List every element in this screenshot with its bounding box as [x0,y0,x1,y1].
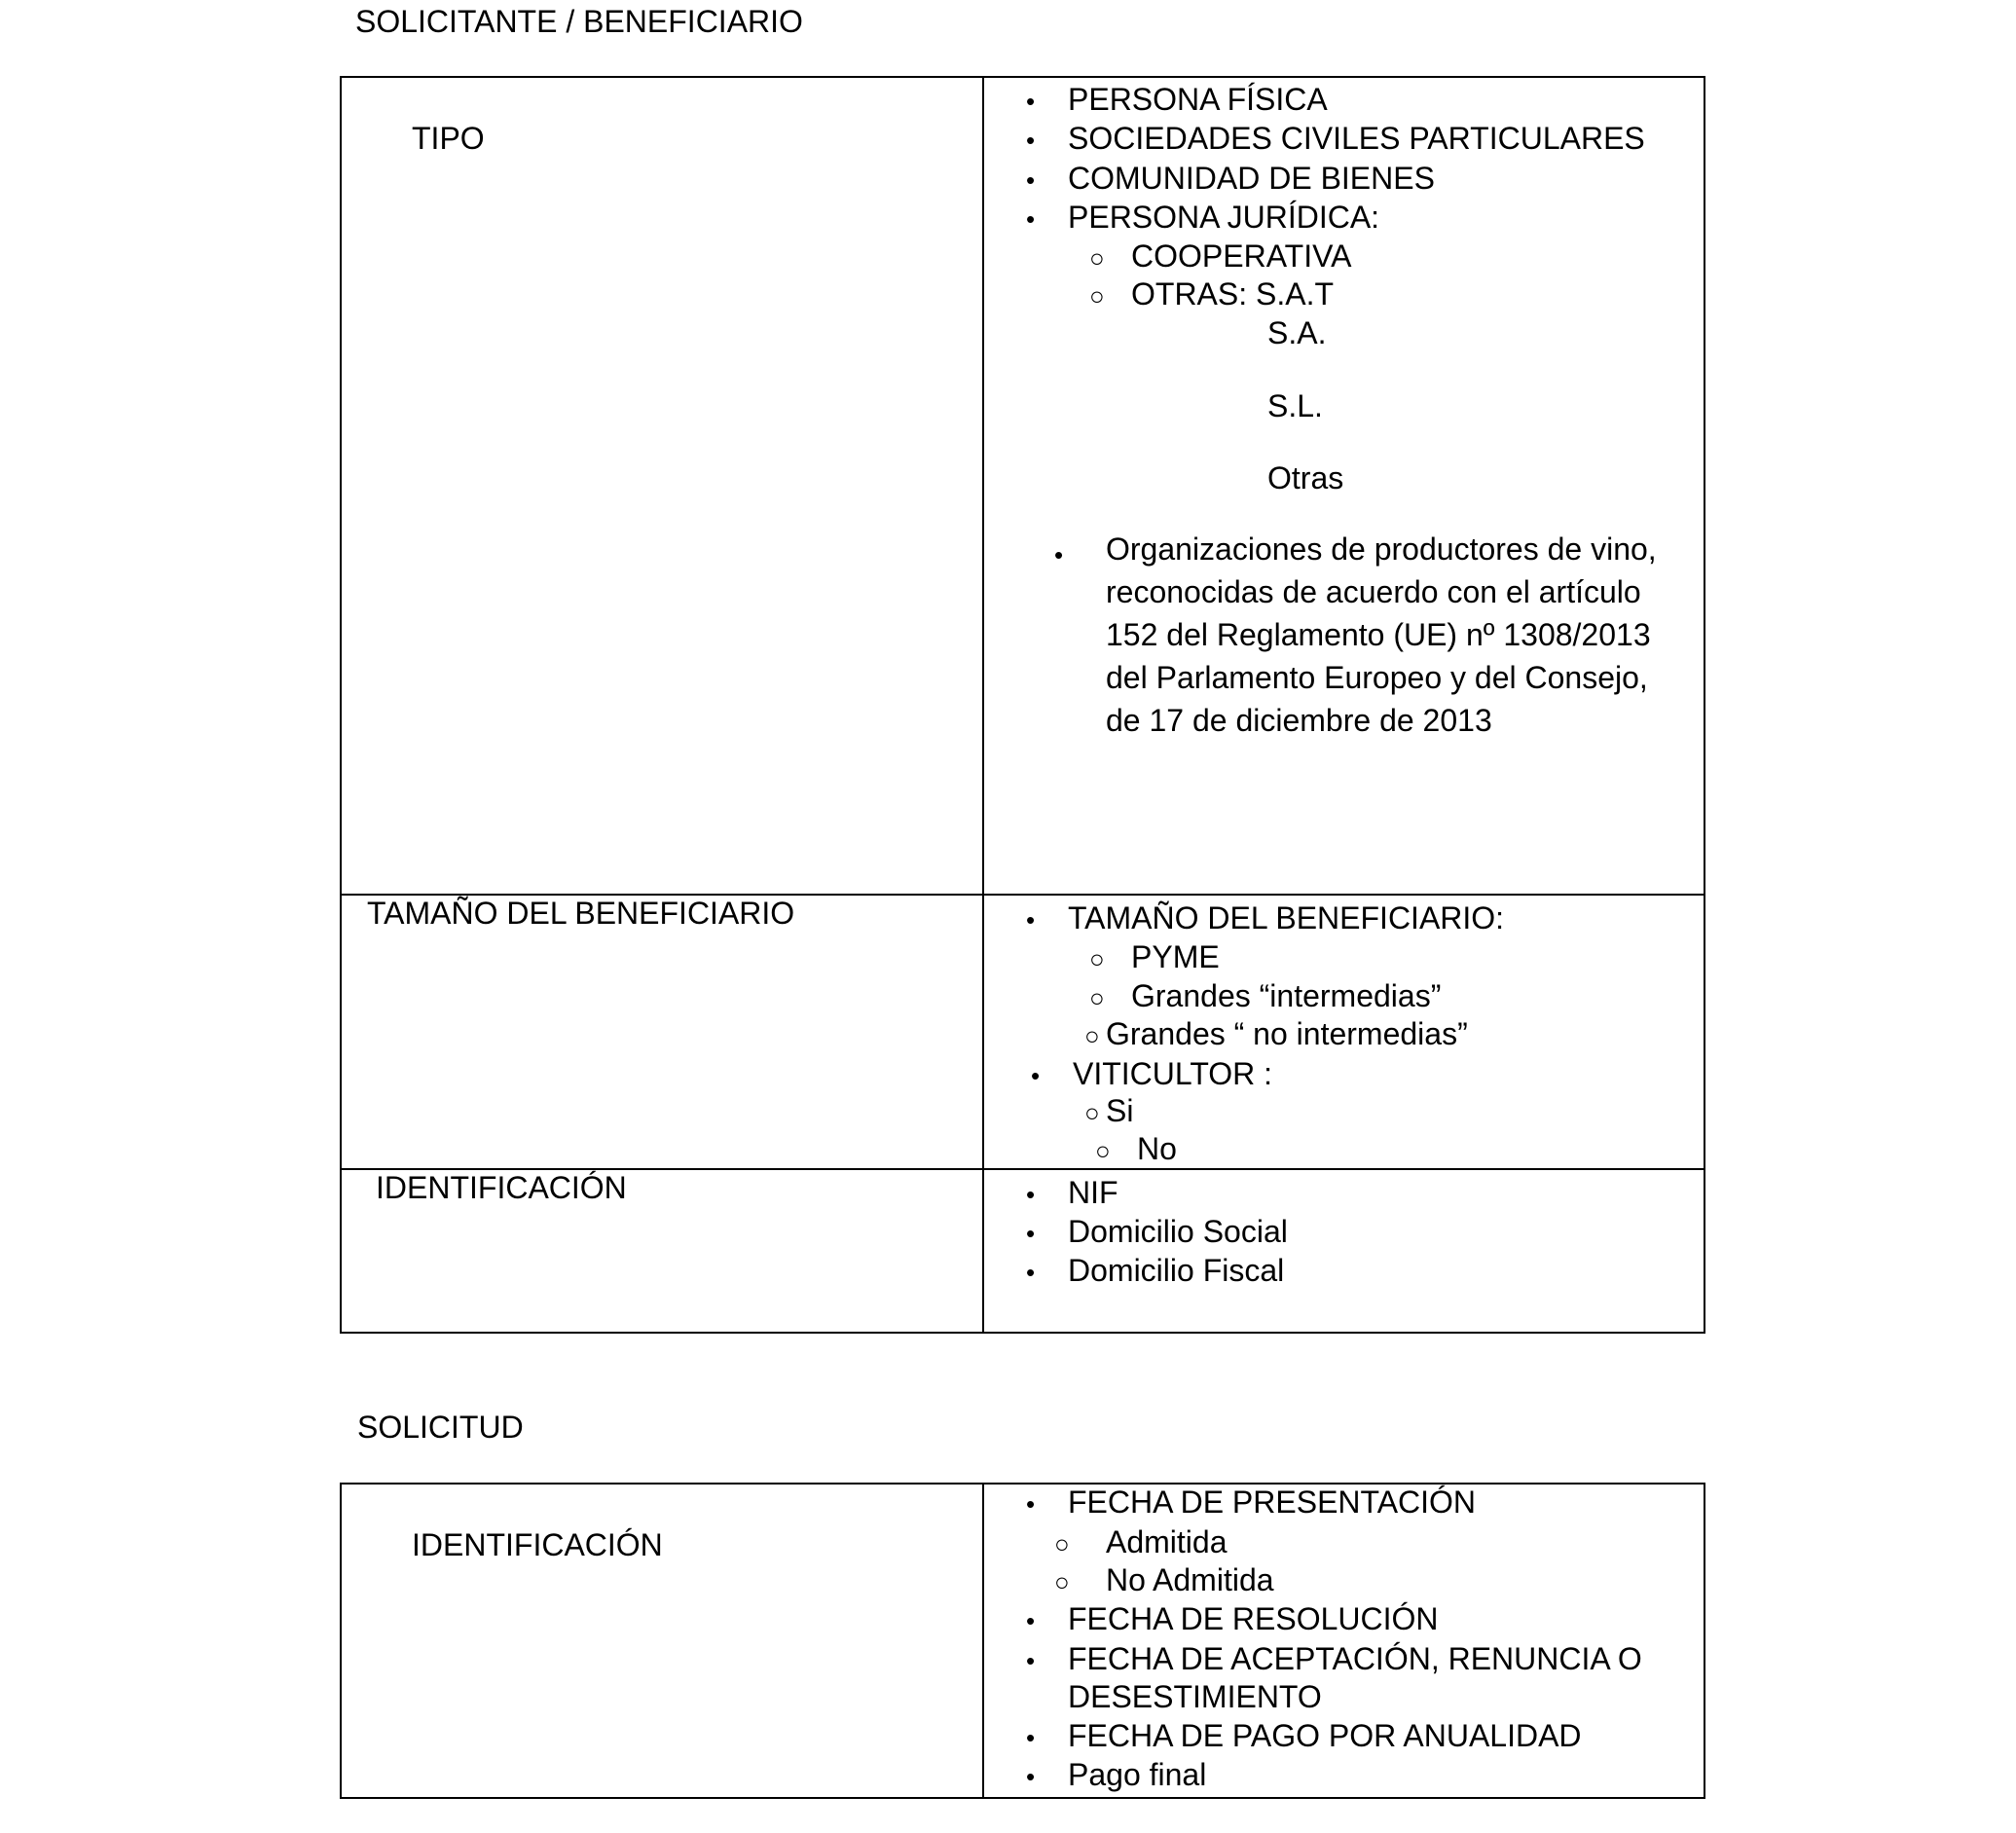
circle-bullet-icon: ○ [1054,1529,1070,1558]
bullet-icon: • [1026,905,1036,935]
table-column-divider [982,1483,984,1799]
table-column-divider [982,76,984,1334]
list-subitem: COOPERATIVA [1131,238,1352,274]
bullet-icon: • [1026,165,1036,195]
row-label-identificacion: IDENTIFICACIÓN [412,1527,663,1562]
list-subitem: Grandes “intermedias” [1131,978,1442,1013]
bullet-icon: • [1054,540,1064,569]
list-item: FECHA DE PAGO POR ANUALIDAD [1068,1718,1582,1753]
list-item: FECHA DE PRESENTACIÓN [1068,1485,1477,1520]
list-item: Domicilio Fiscal [1068,1253,1285,1288]
list-item: VITICULTOR : [1073,1056,1273,1091]
bullet-icon: • [1026,1258,1036,1287]
list-item: PERSONA FÍSICA [1068,82,1328,117]
circle-bullet-icon: ○ [1084,1098,1100,1127]
circle-bullet-icon: ○ [1089,243,1105,273]
organizaciones-text: Organizaciones de productores de vino, reconocidas de acuerdo con el artículo 152 del Reglamento (UE) nº 1308/2013 del Parlamento Europeo y del Consejo, de 17 de diciembre de 2013 [1106,532,1657,738]
list-subitem: Grandes “ no intermedias” [1106,1016,1468,1051]
bullet-icon: • [1031,1061,1041,1090]
bullet-icon: • [1026,1180,1036,1209]
list-subitem: No [1137,1131,1177,1166]
list-item: SOCIEDADES CIVILES PARTICULARES [1068,121,1645,156]
bullet-icon: • [1026,1219,1036,1248]
list-item: Pago final [1068,1757,1207,1792]
list-item-continuation: DESESTIMIENTO [1068,1679,1322,1714]
bullet-icon: • [1026,87,1036,116]
list-item: Domicilio Social [1068,1214,1288,1249]
bullet-icon: • [1026,126,1036,155]
section-title-solicitud: SOLICITUD [357,1410,524,1445]
bullet-icon: • [1026,1606,1036,1635]
bullet-icon: • [1026,1723,1036,1752]
row-label-identificacion: IDENTIFICACIÓN [376,1170,627,1205]
row-label-tamano: TAMAÑO DEL BENEFICIARIO [367,896,795,931]
circle-bullet-icon: ○ [1084,1021,1100,1050]
circle-bullet-icon: ○ [1089,983,1105,1012]
circle-bullet-icon: ○ [1095,1136,1111,1165]
list-subitem: Admitida [1106,1524,1228,1559]
otras-option: S.A. [1267,315,1327,350]
otras-option: S.L. [1267,388,1323,423]
bullet-icon: • [1026,1762,1036,1791]
list-item: FECHA DE RESOLUCIÓN [1068,1601,1439,1636]
circle-bullet-icon: ○ [1054,1567,1070,1596]
list-item: TAMAÑO DEL BENEFICIARIO: [1068,900,1505,935]
list-subitem: PYME [1131,939,1220,974]
bullet-icon: • [1026,204,1036,234]
list-subitem: No Admitida [1106,1562,1274,1597]
list-item: COMUNIDAD DE BIENES [1068,161,1435,196]
list-item: NIF [1068,1175,1118,1210]
list-item: FECHA DE ACEPTACIÓN, RENUNCIA O [1068,1641,1642,1676]
row-label-tipo: TIPO [412,121,485,156]
circle-bullet-icon: ○ [1089,281,1105,311]
bullet-icon: • [1026,1489,1036,1519]
bullet-icon: • [1026,1646,1036,1675]
otras-option: Otras [1267,460,1344,495]
section-title-solicitante: SOLICITANTE / BENEFICIARIO [355,4,803,39]
list-subitem: Si [1106,1093,1134,1128]
list-item: PERSONA JURÍDICA: [1068,200,1380,235]
table-bottom-border [340,1797,1705,1799]
circle-bullet-icon: ○ [1089,944,1105,973]
list-subitem: OTRAS: S.A.T [1131,276,1335,312]
